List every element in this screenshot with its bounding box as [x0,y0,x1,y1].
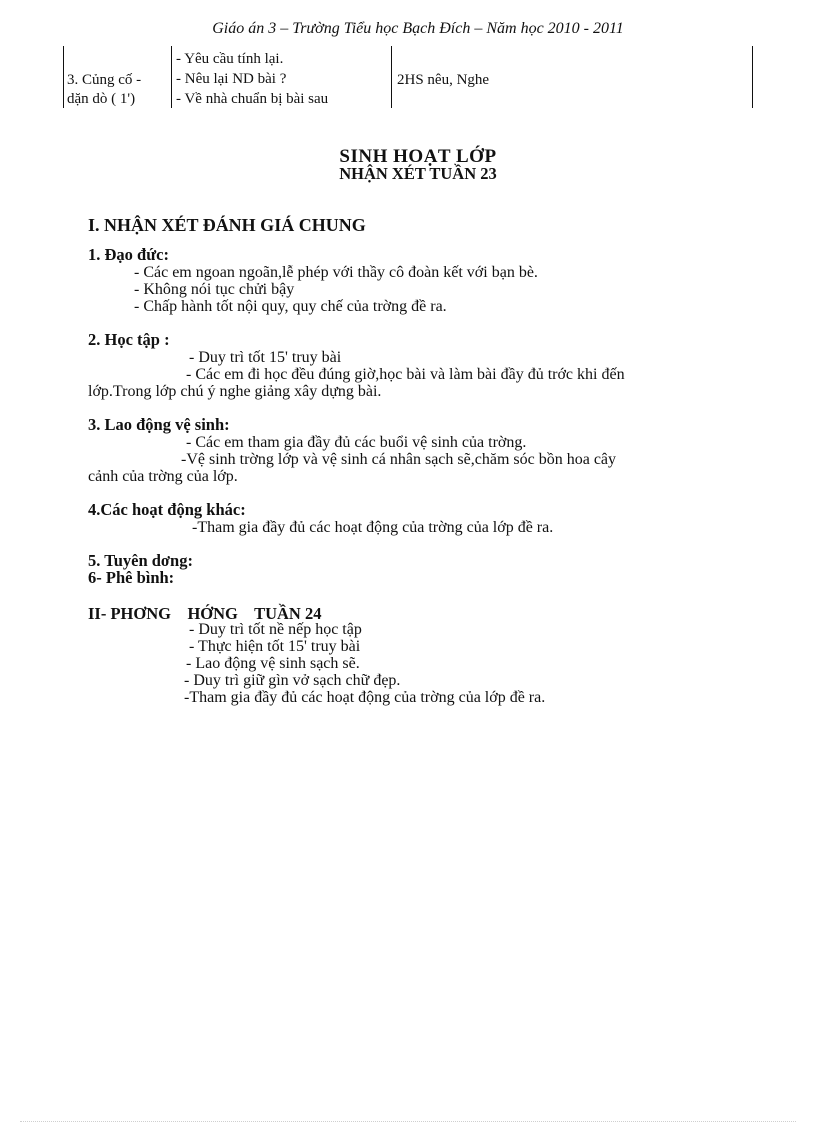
next-week-item: - Lao động vệ sinh sạch sẽ. [186,655,360,672]
table-border-left [63,46,64,108]
page-subtitle: NHẬN XÉT TUẦN 23 [339,164,497,183]
next-week-item: - Duy trì tốt nề nếp học tập [189,621,362,638]
heading-ethics: 1. Đạo đức: [88,245,169,264]
ethics-item: - Các em ngoan ngoãn,lễ phép với thầy cô đoàn kết với bạn bè. [134,264,538,281]
heading-labor-hygiene: 3. Lao động vệ sinh: [88,415,230,434]
page-bottom-divider [20,1121,796,1122]
labor-item: cảnh của trờng của lớp. [88,468,238,485]
other-activities-item: -Tham gia đầy đủ các hoạt động của trờng của lớp đề ra. [192,519,554,536]
next-week-item: -Tham gia đầy đủ các hoạt động của trờng của lớp đề ra. [184,689,546,706]
table-border-col1 [171,46,172,108]
labor-item: -Vệ sinh trờng lớp và vệ sinh cá nhân sạch sẽ,chăm sóc bồn hoa cây [181,451,617,468]
next-week-item: - Duy trì giữ gìn vở sạch chữ đẹp. [184,672,401,689]
heading-study: 2. Học tập : [88,330,170,349]
page-header: Giáo án 3 – Trường Tiểu học Bạch Đích – Năm học 2010 - 2011 [212,20,624,37]
next-week-item: - Thực hiện tốt 15' truy bài [189,638,361,655]
lesson-table-fragment [60,46,760,108]
table-cell-stage-line2: dặn dò ( 1') [67,91,136,107]
table-cell-stage-line1: 3. Củng cố - [67,72,142,88]
table-cell-student-activity: 2HS nêu, Nghe [397,72,490,88]
page-title: SINH HOẠT LỚP [339,146,497,167]
heading-praise: 5. Tuyên dơng: [88,551,193,570]
table-border-col2 [391,46,392,108]
study-item: - Các em đi học đều đúng giờ,học bài và làm bài đầy đủ trớc khi đến [186,366,625,383]
table-border-right [752,46,753,108]
study-item: lớp.Trong lớp chú ý nghe giảng xây dựng bài. [88,383,382,400]
table-cell-activity-line3: - Về nhà chuẩn bị bài sau [176,91,329,107]
table-cell-activity-line2: - Nêu lại ND bài ? [176,71,287,87]
heading-criticism: 6- Phê bình: [88,568,175,587]
study-item: - Duy trì tốt 15' truy bài [189,349,342,366]
labor-item: - Các em tham gia đầy đủ các buổi vệ sinh của trờng. [186,434,527,451]
table-cell-activity-line1: - Yêu cầu tính lại. [176,51,284,67]
section-heading-next-week: II- PHƠNG HỚNG TUẦN 24 [88,604,322,623]
ethics-item: - Chấp hành tốt nội quy, quy chế của trờng đề ra. [134,298,447,315]
heading-other-activities: 4.Các hoạt động khác: [88,500,246,519]
section-heading-general-review: I. NHẬN XÉT ĐÁNH GIÁ CHUNG [88,215,366,235]
ethics-item: - Không nói tục chửi bậy [134,281,295,298]
